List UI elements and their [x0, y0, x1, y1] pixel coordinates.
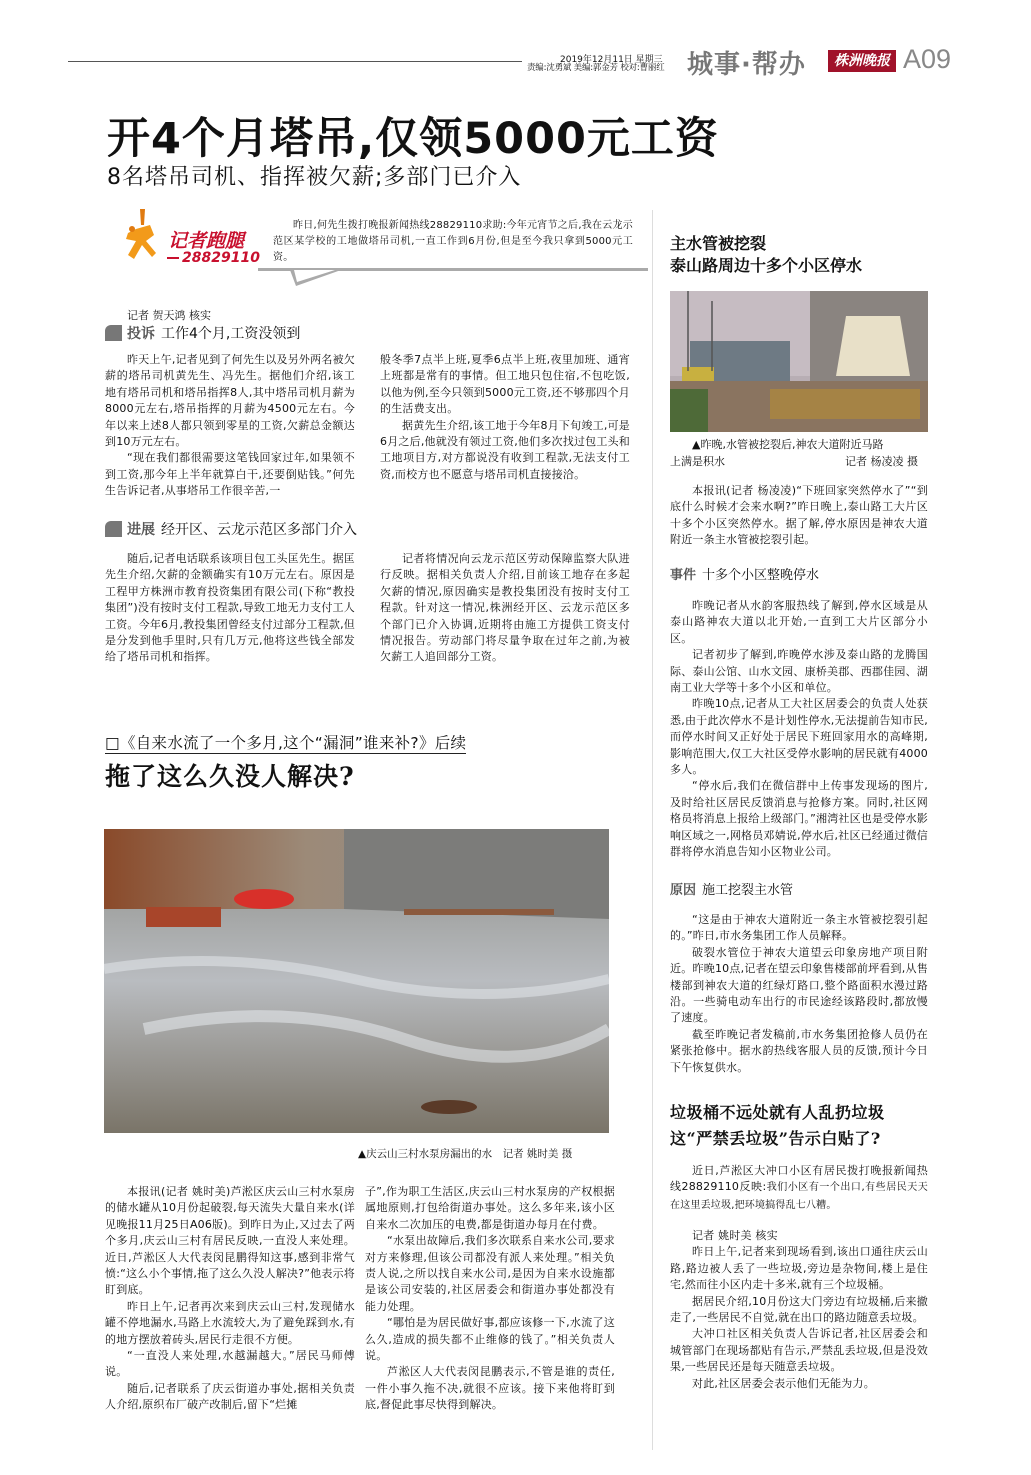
- headline-line: 泰山路周边十多个小区停水: [670, 256, 863, 275]
- paragraph: 昨日上午,记者再次来到庆云山三村,发现储水罐不停地漏水,马路上水流较大,为了避免踩到水,有的地方摆放着砖头,居民行走很不方便。: [105, 1299, 355, 1346]
- section-title: 城事·帮办: [687, 50, 806, 80]
- paragraph: “一直没人来处理,水越漏越大。”居民马师傅说。: [105, 1349, 355, 1379]
- paragraph: 据居民介绍,10月份这大门旁边有垃圾桶,后来撤走了,一些居民不自觉,就在出口的路边随意丢垃圾。: [670, 1294, 928, 1325]
- hotline-number: 28829110: [182, 250, 260, 266]
- paragraph: 对此,社区居委会表示他们无能为力。: [692, 1376, 875, 1390]
- paragraph: 昨日上午,记者来到现场看到,该出口通往庆云山路,路边被人丢了一些垃圾,旁边是杂物间,楼上是住宅,然而往小区内走十多米,就有三个垃圾桶。: [670, 1245, 928, 1292]
- subhead-tag: 进展: [127, 522, 155, 538]
- subhead-text: 经开区、云龙示范区多部门介入: [161, 522, 357, 538]
- subhead-progress: [127, 519, 357, 539]
- paragraph: “现在我们都很需要这笔钱回家过年,如果领不到工资,那今年上半年就算白干,还要倒贴钱。”何先生告诉记者,从事塔吊工作很辛苦,一: [105, 451, 355, 498]
- story3-intro: [670, 483, 928, 549]
- paragraph: 昨晚记者从水韵客服热线了解到,停水区域是从泰山路神农大道以北开始,一直到工大片区部分小区。: [670, 599, 928, 645]
- follow-up-kicker: □《自来水流了一个多月,这个“漏洞”谁来补?》后续: [105, 731, 466, 754]
- paragraph: “这是由于神农大道附近一条主水管被挖裂引起的。”昨日,市水务集团工作人员解释。: [670, 913, 928, 943]
- paragraph: “哪怕是为居民做好事,都应该修一下,水流了这么久,造成的损失都不止维修的钱了。”相关负责人说。: [365, 1316, 615, 1363]
- story1-col-right: [380, 352, 630, 483]
- subhead-marker: [105, 521, 122, 537]
- story4-intro: [670, 1163, 928, 1214]
- newspaper-logo: 株洲晚报: [828, 50, 896, 72]
- paragraph: 截至昨晚记者发稿前,市水务集团抢修人员仍在紧张抢修中。据水韵热线客服人员的反馈,预计今日下午恢复供水。: [670, 1027, 928, 1074]
- paragraph: 芦淞区人大代表闵昆鹏表示,不管是谁的责任,一件小事久拖不决,就很不应该。接下来他将盯到底,督促此事尽快得到解决。: [365, 1365, 615, 1412]
- story4-headline: [670, 1100, 885, 1152]
- paragraph: 大冲口社区相关负责人告诉记者,社区居委会和城管部门在现场都贴有告示,严禁乱丢垃圾,但是没效果,一些居民还是每天随意丢垃圾。: [670, 1327, 928, 1374]
- story2-col-right: [365, 1184, 615, 1414]
- speech-bubble-tail-inner: [294, 270, 335, 282]
- paragraph: [670, 1163, 928, 1214]
- paragraph: 昨天上午,记者见到了何先生以及另外两名被欠薪的塔吊司机黄先生、冯先生。据他们介绍,该工地有塔吊司机和塔吊指挥8人,其中塔吊司机月薪为8000元左右,塔吊指挥的月薪为4500元左右。今年以来上述8人都只领到零星的工资,欠薪总金额达到10万元左右。: [105, 353, 355, 449]
- paragraph: 本报讯(记者 姚时美)芦淞区庆云山三村水泵房的储水罐从10月份起破裂,每天流失大量自来水(详见晚报11月25日A06版)。到昨日为止,又过去了两个多月,庆云山三村有居民反映,一直没人来处理。近日,芦淞区人大代表闵昆鹏得知这事,感到非常气愤:“这么小个事情,拖了这么久没人解决?”他表示将盯到底。: [105, 1185, 355, 1297]
- caption-line: 上满是积水: [670, 455, 725, 468]
- paragraph: “水泵出故障后,我们多次联系自来水公司,要求对方来修理,但该公司都没有派人来处理。”相关负责人说,之所以找自来水公司,是因为自来水设施都是该公司安装的,社区居委会和街道办事处都没有能力处理。: [365, 1234, 615, 1313]
- photo-caption: [670, 436, 928, 470]
- photo-caption: ▲庆云山三村水泵房漏出的水 记者 姚时美 摄: [358, 1148, 573, 1160]
- paragraph: 随后,记者联系了庆云街道办事处,据相关负责人介绍,原织布厂破产改制后,留下“烂摊: [105, 1381, 355, 1412]
- column-divider: [652, 210, 653, 1450]
- speech-bubble-text: 昨日,何先生拨打晚报新闻热线28829110求助:今年元宵节之后,我在云龙示范区某学校的工地做塔吊司机,一直工作到6月份,但是至今我只拿到5000元工资。: [273, 220, 633, 263]
- paragraph: 据黄先生介绍,该工地于今年8月下旬竣工,可是6月之后,他就没有领过工资,他们多次找过包工头和工地项目方,对方都说没有收到工程款,无法支付工资,而校方也不愿意与塔吊司机直接接洽。: [380, 418, 630, 481]
- issue-date: 2019年12月11日 星期三: [560, 55, 663, 65]
- paragraph: 记者初步了解到,昨晚停水涉及泰山路的龙腾国际、泰山公馆、山水文园、康桥美郡、西郡佳园、湖南工业大学等十多个小区和单位。: [670, 648, 928, 695]
- subhead-marker: [105, 325, 122, 341]
- main-headline: 开4个月塔吊,仅领5000元工资: [107, 114, 719, 164]
- subhead-text: 工作4个月,工资没领到: [161, 326, 301, 342]
- paragraph: 随后,记者电话联系该项目包工头匡先生。据匡先生介绍,欠薪的金额确实有10万元左右。原因是工程甲方株洲市教育投资集团有限公司(下称“教投集团”)没有按时支付工程款,导致工地无力支付工人工资。今年6月,教投集团曾经支付过部分工程款,但是分发到他手里时,只有几万元,他将这些钱全部发给了塔吊司机和指挥。: [105, 552, 355, 664]
- reader-quote: 我们小区有一个出口,有些居民天天在这里丢垃圾,把环境搞得乱七八糟。: [670, 1182, 928, 1211]
- subhead-event: [670, 564, 819, 583]
- page-number: A09: [903, 44, 952, 74]
- story1-progress-left: [105, 551, 355, 666]
- story3-event-body: [670, 598, 928, 861]
- intro-text: 近日,芦淞区大冲口小区有居民拨打晚报新闻热线28829110反映:: [670, 1164, 928, 1194]
- reporter-errand-badge: 记者跑腿: [168, 230, 245, 252]
- running-reporter-icon: [118, 207, 170, 269]
- story3-headline: [670, 233, 862, 277]
- subhead-tag: 原因: [670, 883, 697, 898]
- main-subheadline: 8名塔吊司机、指挥被欠薪;多部门已介入: [107, 165, 522, 190]
- headline-line: 主水管被挖裂: [670, 234, 767, 253]
- paragraph: 昨晚10点,记者从工大社区居委会的负责人处获悉,由于此次停水不是计划性停水,无法提前告知市民,而停水时间又正好处于居民下班回家用水的高峰期,影响范围大,仅工大社区受停水影响的居民就有4000多人。: [670, 697, 928, 777]
- subhead-tag: 事件: [670, 568, 697, 583]
- paragraph: 子”,作为职工生活区,庆云山三村水泵房的产权根据属地原则,打包给街道办事处。这么多年来,该小区自来水二次加压的电费,都是街道办每月在付费。: [365, 1185, 615, 1231]
- byline: 记者 姚时美 核实: [692, 1229, 778, 1242]
- caption-line: ▲昨晚,水管被挖裂后,神农大道附近马路: [692, 438, 884, 451]
- byline: 记者 贺天鸿 核实: [127, 309, 211, 322]
- story3-cause-body: [670, 912, 928, 1076]
- paragraph: 记者将情况向云龙示范区劳动保障监察大队进行反映。据相关负责人介绍,目前该工地存在多起欠薪的情况,原因确实是教投集团没有按时支付工程款。针对这一情况,株洲经开区、云龙示范区多个部门已介入协调,近期将由施工方提供工资支付情况报告。劳动部门将尽量争取在过年之前,为被欠薪工人追回部分工资。: [380, 552, 630, 664]
- headline-line: 这“严禁丢垃圾”告示白贴了?: [670, 1129, 881, 1148]
- headline-line: 垃圾桶不远处就有人乱扔垃圾: [670, 1103, 885, 1122]
- subhead-text: 施工挖裂主水管: [702, 883, 794, 898]
- paragraph: 般冬季7点半上班,夏季6点半上班,夜里加班、通宵上班都是常有的事情。但工地只包住宿,不包吃饭,以他为例,至今只领到5000元工资,还不够那四个月的生活费支出。: [380, 353, 630, 416]
- paragraph: “停水后,我们在微信群中上传事发现场的图片,及时给社区居民反馈消息与抢修方案。同时,社区网格员将消息上报给上级部门。”湘湾社区也是受停水影响区域之一,网格员邓婧说,停水后,社区已经通过微信群将停水消息告知小区物业公司。: [670, 779, 928, 859]
- paragraph: 本报讯(记者 杨凌凌)“下班回家突然停水了”“到底什么时候才会来水啊?”昨日晚上,泰山路工大片区十多个小区突然停水。据了解,停水原因是神农大道附近一条主水管被挖裂引起。: [670, 484, 928, 547]
- badge-underline: [167, 257, 179, 259]
- subhead-cause: [670, 879, 793, 898]
- story1-progress-right: [380, 551, 630, 666]
- subhead-complaint: [127, 323, 300, 343]
- subhead-tag: 投诉: [127, 326, 155, 342]
- story4-body: [670, 1228, 928, 1392]
- story2-col-left: [105, 1184, 355, 1414]
- leaking-water-photo: [104, 829, 609, 1133]
- editors-credit: 责编:沈勇斌 美编:郭金芳 校对:曹丽红: [527, 63, 665, 73]
- story2-headline: 拖了这么久没人解决?: [105, 762, 355, 791]
- flooded-road-photo: [670, 291, 928, 432]
- subhead-text: 十多个小区整晚停水: [702, 568, 820, 583]
- paragraph: 破裂水管位于神农大道望云印象房地产项目附近。昨晚10点,记者在望云印象售楼部前坪看到,从售楼部到神农大道的红绿灯路口,整个路面积水漫过路沿。一些骑电动车出行的市民途经该路段时,都放慢了速度。: [670, 945, 928, 1025]
- story1-col-left: [105, 352, 355, 500]
- header-rule: [68, 61, 522, 62]
- photo-credit: 记者 杨凌凌 摄: [845, 455, 918, 468]
